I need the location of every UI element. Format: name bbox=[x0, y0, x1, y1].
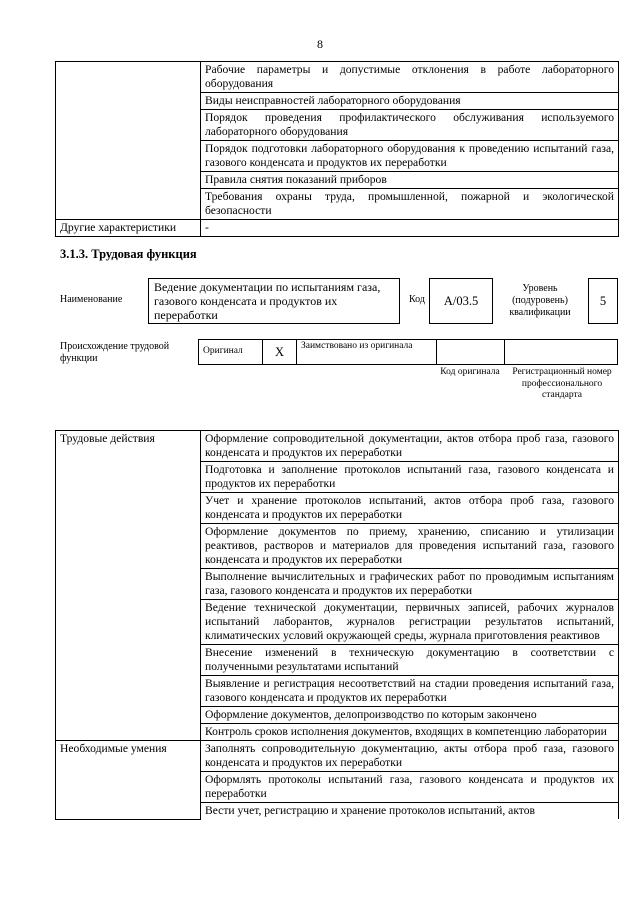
table-cell: Правила снятия показаний приборов bbox=[201, 172, 619, 189]
reg-number-caption: Регистрационный номер профессионального стандарта bbox=[512, 367, 612, 400]
name-label: Наименование bbox=[60, 294, 123, 305]
table-cell: Рабочие параметры и допустимые отклонения в работе лабораторного оборудования bbox=[201, 62, 619, 93]
code-original-caption: Код оригинала bbox=[440, 367, 500, 377]
table-cell: Оформление документов, делопроизводство по которым закончено bbox=[201, 707, 619, 724]
table-cell: Выявление и регистрация несоответствий на стадии проведения испытаний газа, газового конденсата и продуктов их переработки bbox=[201, 676, 619, 707]
table-cell: Требования охраны труда, промышленной, пожарной и экологической безопасности bbox=[201, 189, 619, 220]
original-mark: X bbox=[263, 340, 297, 364]
labor-actions-table bbox=[55, 430, 619, 820]
function-name-box: Ведение документации по испытаниям газа, газового конденсата и продуктов их переработки bbox=[148, 278, 400, 324]
knowledge-table bbox=[55, 61, 619, 237]
function-code-box: А/03.5 bbox=[429, 278, 493, 324]
origin-row bbox=[198, 339, 618, 365]
other-characteristics-label: Другие характеристики bbox=[56, 220, 201, 237]
table-cell: Виды неисправностей лабораторного оборудования bbox=[201, 93, 619, 110]
table-cell: Ведение технической документации, первичных записей, рабочих журналов испытаний лаборантов, журналов регистрации результатов испытаний, климатических условий окружающей среды, журнала приготовления реактивов bbox=[201, 600, 619, 645]
level-box: 5 bbox=[588, 278, 618, 324]
table-cell: Оформление документов по приему, хранению, списанию и утилизации реактивов, растворов и материалов для проведения испытаний газа, газового конденсата и продуктов их переработки bbox=[201, 524, 619, 569]
table-cell: Вести учет, регистрацию и хранение протоколов испытаний, актов bbox=[201, 803, 619, 820]
other-characteristics-value: - bbox=[201, 220, 619, 237]
table-cell: Учет и хранение протоколов испытаний, актов отбора проб газа, газового конденсата и продуктов их переработки bbox=[201, 493, 619, 524]
skills-label: Необходимые умения bbox=[56, 741, 201, 820]
borrowed-label: Заимствовано из оригинала bbox=[297, 340, 437, 364]
code-original-cell bbox=[437, 340, 505, 364]
table-cell: Внесение изменений в техническую документацию в соответствии с полученными результатами испытаний bbox=[201, 645, 619, 676]
origin-label: Происхождение трудовой функции bbox=[60, 341, 170, 364]
table-cell: Оформление сопроводительной документации, актов отбора проб газа, газового конденсата и продуктов их переработки bbox=[201, 431, 619, 462]
table-row bbox=[56, 741, 619, 772]
level-label: Уровень (подуровень) квалификации bbox=[509, 283, 571, 318]
table-cell: Порядок подготовки лабораторного оборудования к проведению испытаний газа, газового конденсата и продуктов их переработки bbox=[201, 141, 619, 172]
table-cell: Заполнять сопроводительную документацию, акты отбора проб газа, газового конденсата и продуктов их переработки bbox=[201, 741, 619, 772]
page-number: 8 bbox=[317, 37, 323, 51]
reg-number-cell bbox=[505, 340, 617, 364]
table-cell: Порядок проведения профилактического обслуживания используемого лабораторного оборудования bbox=[201, 110, 619, 141]
code-label: Код bbox=[409, 294, 425, 305]
actions-label: Трудовые действия bbox=[56, 431, 201, 741]
table-row bbox=[56, 220, 619, 237]
table-cell: Подготовка и заполнение протоколов испытаний газа, газового конденсата и продуктов их переработки bbox=[201, 462, 619, 493]
table-row bbox=[56, 431, 619, 462]
row-label-cell bbox=[56, 62, 201, 220]
table-cell: Оформлять протоколы испытаний газа, газового конденсата и продуктов их переработки bbox=[201, 772, 619, 803]
table-row bbox=[56, 62, 619, 93]
original-label: Оригинал bbox=[199, 340, 263, 364]
table-cell: Выполнение вычислительных и графических работ по проводимым испытаниям газа, газового конденсата и продуктов их переработки bbox=[201, 569, 619, 600]
section-heading: 3.1.3. Трудовая функция bbox=[60, 247, 197, 261]
table-cell: Контроль сроков исполнения документов, входящих в компетенцию лаборатории bbox=[201, 724, 619, 741]
